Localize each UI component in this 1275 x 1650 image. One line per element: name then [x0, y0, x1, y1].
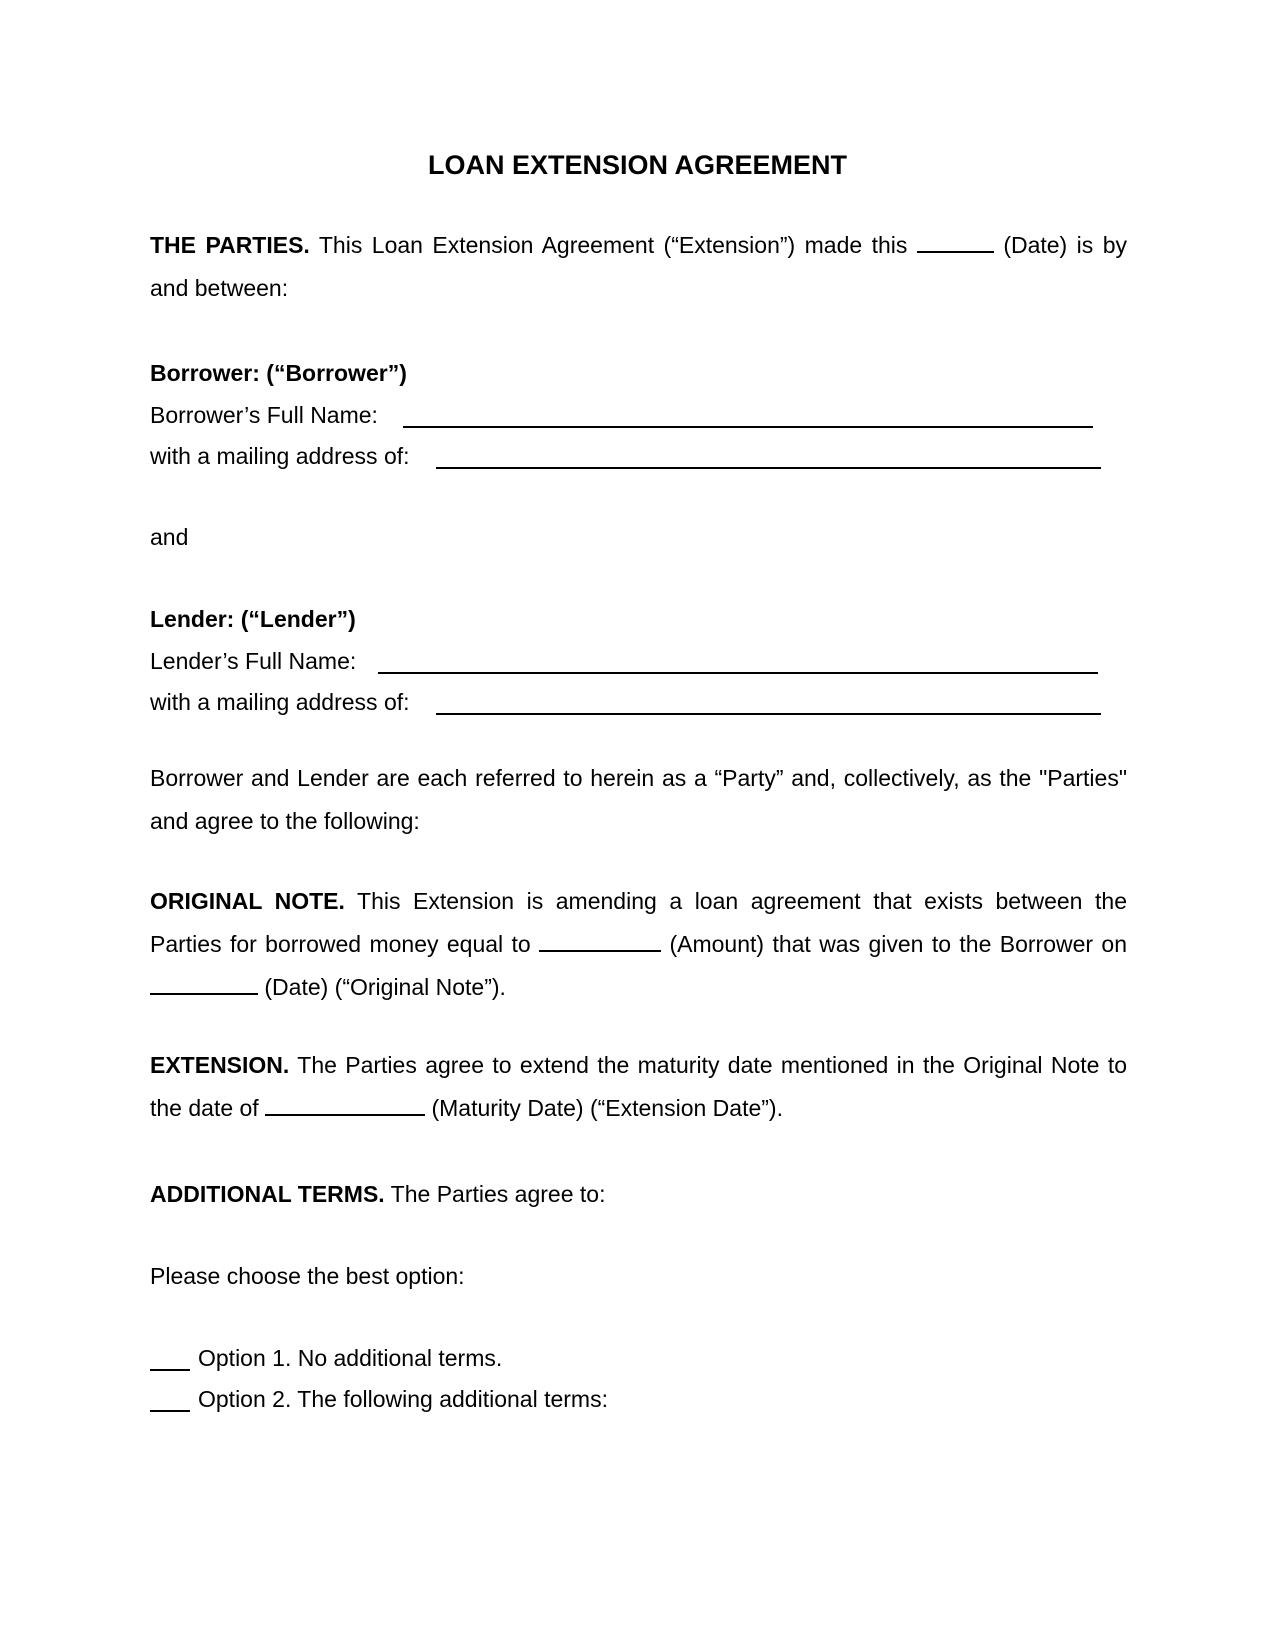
option-2-checkbox-line[interactable]: [150, 1410, 190, 1412]
lender-name-field[interactable]: [378, 672, 1098, 674]
additional-terms-heading: ADDITIONAL TERMS.: [150, 1181, 385, 1207]
borrower-address-field[interactable]: [436, 467, 1101, 469]
lender-name-label: Lender’s Full Name:: [150, 648, 357, 674]
and-connector: and: [150, 524, 189, 550]
original-date-blank[interactable]: [150, 971, 258, 995]
borrower-address-label: with a mailing address of:: [150, 443, 410, 469]
original-note-paragraph: [150, 880, 1127, 1009]
maturity-date-blank[interactable]: [265, 1092, 425, 1116]
parties-paragraph: [150, 224, 1127, 310]
collective-paragraph: Borrower and Lender are each referred to herein as a “Party” and, collectively, as the "Parties" and agree to the following:: [150, 765, 1127, 834]
extension-paragraph: [150, 1044, 1127, 1130]
original-note-heading: ORIGINAL NOTE.: [150, 888, 345, 914]
lender-address-label: with a mailing address of:: [150, 689, 410, 715]
original-note-text-3: (Date) (“Original Note”).: [264, 974, 506, 1000]
original-note-text-1: This Extension is amending a loan agreement that exists between the Parties for borrowed money equal to: [150, 888, 1128, 957]
lender-address-field[interactable]: [436, 713, 1101, 715]
option-1-label: Option 1. No additional terms.: [198, 1345, 503, 1371]
option-2-label: Option 2. The following additional terms:: [198, 1386, 608, 1412]
lender-heading: Lender: (“Lender”): [150, 606, 356, 632]
borrower-name-field[interactable]: [403, 426, 1093, 428]
choose-option-prompt: Please choose the best option:: [150, 1263, 465, 1289]
original-note-text-2: (Amount) that was given to the Borrower on: [669, 931, 1128, 957]
parties-heading: THE PARTIES.: [150, 232, 310, 258]
document-title: LOAN EXTENSION AGREEMENT: [427, 150, 848, 180]
extension-heading: EXTENSION.: [150, 1052, 290, 1078]
amount-blank[interactable]: [539, 928, 661, 952]
parties-text-2: (Date) is by and between:: [150, 232, 1128, 301]
extension-text-2: (Maturity Date) (“Extension Date”).: [431, 1095, 783, 1121]
date-blank[interactable]: [917, 229, 994, 253]
parties-text-1: This Loan Extension Agreement (“Extension”) made this: [318, 232, 908, 258]
borrower-heading: Borrower: (“Borrower”): [150, 360, 407, 386]
borrower-name-label: Borrower’s Full Name:: [150, 402, 378, 428]
additional-terms-line: [150, 1183, 605, 1206]
extension-text-1: The Parties agree to extend the maturity date mentioned in the Original Note to the date of: [150, 1052, 1127, 1121]
additional-terms-text: The Parties agree to:: [390, 1181, 606, 1207]
option-1-checkbox-line[interactable]: [150, 1369, 190, 1371]
